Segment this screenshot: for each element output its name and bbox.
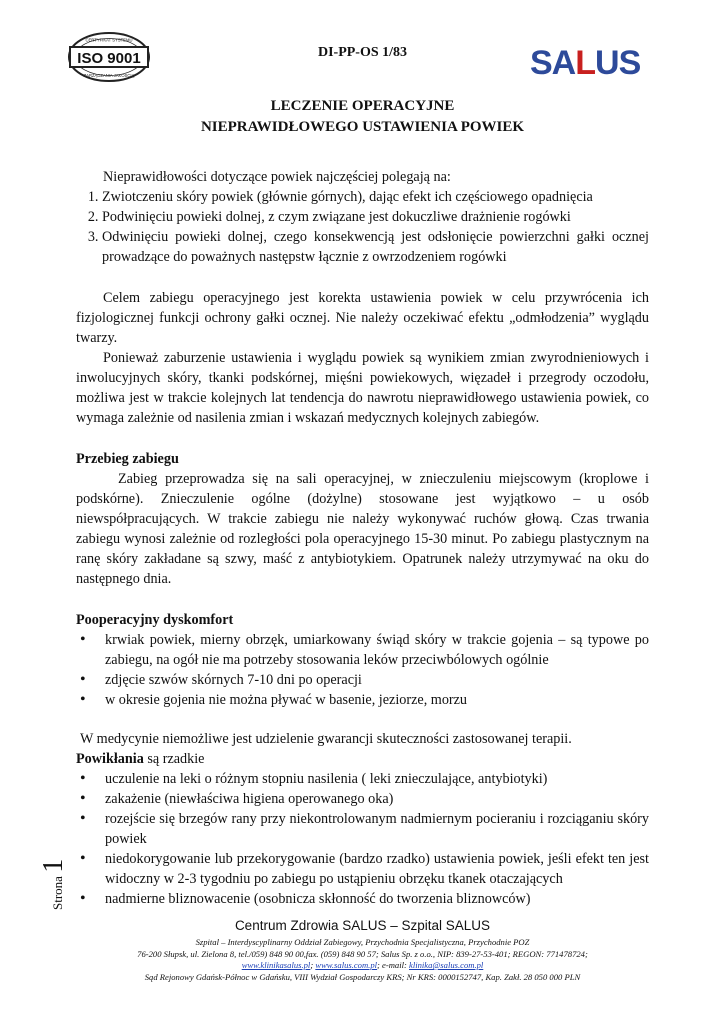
footer-link-klinikasalus[interactable]: www.klinikasalus.pl: [241, 960, 311, 970]
procedure-text: Zabieg przeprowadza się na sali operacyjnej, w znieczuleniu miejscowym (kroplowe i podskórne). Znieczulenie ogólne (dożylne) stosowane jest wyjątkowo – u osób niewspółpracujących. W trakcie zabiegu nie należy wykonywać ruchów głową. Czas trwania zabiegu wynosi zależnie od rozległości pola operacyjnego 15-30 minut. Po zabiegu plastycznym na ranę skóry zakładane są szwy, maść z antybiotykiem. Opatrunek należy utrzymywać na oku do następnego dnia.: [76, 471, 649, 587]
intro-list-item: 1. Zwiotczeniu skóry powiek (głównie górnych), dając efekt ich częściowego opadnięcia: [102, 187, 649, 207]
intro-list-item: 2. Podwinięciu powieki dolnej, z czym związane jest dokuczliwe drażnienie rogówki: [102, 207, 649, 227]
document-id: DI-PP-OS 1/83: [317, 45, 408, 60]
iso-ring-text-bottom: ZARZĄDZANIA JAKOŚCIĄ: [83, 73, 135, 78]
complication-item: • niedokorygowanie lub przekorygowanie (bardzo rzadko) ustawienia powiek, jeśli efekt ten jest widoczny w 2-3 tygodniu po zabiegu po ustąpieniu obrzęku tkanek otaczających: [105, 849, 649, 889]
footer-sep: ;: [310, 960, 316, 970]
footer-link-salus[interactable]: www.salus.com.pl: [315, 960, 378, 970]
complication-item: • uczulenie na leki o różnym stopniu nasilenia ( leki znieczulające, antybiotyki): [105, 769, 649, 789]
discomfort-heading: Pooperacyjny dyskomfort: [76, 612, 234, 628]
complications-heading: Powikłania: [76, 751, 144, 767]
paragraph-goal: Celem zabiegu operacyjnego jest korekta ustawienia powiek w celu przywrócenia ich fizjologicznej funkcji ochrony gałki ocznej. Nie należy oczekiwać efektu „odmłodzenia” wyglądu twarzy.: [76, 290, 649, 346]
page-marker-label: Strona: [50, 876, 65, 910]
complications-list: [76, 769, 649, 909]
document-title: [0, 96, 725, 138]
title-line-1: LECZENIE OPERACYJNE: [270, 98, 455, 114]
discomfort-item: • zdjęcie szwów skórnych 7-10 dni po operacji: [105, 670, 649, 690]
document-body: [76, 167, 649, 909]
guarantee-text: W medycynie niemożliwe jest udzielenie gwarancji skuteczności zastosowanej terapii.: [80, 731, 572, 747]
intro-list-item: 3. Odwinięciu powieki dolnej, czego konsekwencją jest odsłonięcie powierzchni gałki ocznej prowadzące do poważnych następstw łącznie z owrzodzeniem rogówki: [102, 227, 649, 267]
footer-title: Centrum Zdrowia SALUS – Szpital SALUS: [234, 918, 491, 933]
complication-item: • nadmierne bliznowacenie (osobnicza skłonność do tworzenia bliznowców): [105, 889, 649, 909]
complication-item: • zakażenie (niewłaściwa higiena operowanego oka): [105, 789, 649, 809]
footer-line-1: Szpital – Interdyscyplinarny Oddział Zabiegowy, Przychodnia Specjalistyczna, Przychodnie POZ: [195, 937, 530, 947]
complication-item: • rozejście się brzegów rany przy niekontrolowanym nadmiernym pocieraniu i rozciąganiu skóry powiek: [105, 809, 649, 849]
page-number: 1: [38, 858, 69, 873]
footer-email-label: ; e-mail:: [377, 960, 410, 970]
title-line-2: NIEPRAWIDŁOWEGO USTAWIENIA POWIEK: [200, 119, 525, 135]
footer-line-3: [0, 960, 725, 972]
procedure-heading: Przebieg zabiegu: [76, 451, 179, 467]
logo-part-2: US: [595, 44, 641, 82]
iso-logo-text: ISO 9001: [77, 50, 141, 67]
complications-heading-line: [76, 749, 649, 769]
footer-email-link[interactable]: klinika@salus.com.pl: [409, 960, 484, 970]
salus-logo: [530, 44, 640, 83]
footer-line-4: Sąd Rejonowy Gdańsk-Północ w Gdańsku, VIII Wydział Gospodarczy KRS; Nr KRS: 0000152747, Kap. Zakł. 28 050 000 PLN: [144, 971, 581, 982]
logo-part-1: SA: [530, 44, 576, 82]
paragraph-cause: Ponieważ zaburzenie ustawienia i wyglądu powiek są wynikiem zmian zwyrodnieniowych i inwolucyjnych skóry, tkanki podskórnej, mięśni powiekowych, więzadeł i przegrody oczodołu, możliwa jest w trakcie kolejnych lat tendencja do nawrotu nieprawidłowego ustawienia powiek, co wymaga zależnie od nasilenia zmian i wskazań medycznych kolejnych zabiegów.: [76, 350, 649, 426]
intro-list: [76, 187, 649, 267]
discomfort-item: • krwiak powiek, mierny obrzęk, umiarkowany świąd skóry w trakcie gojenia – są typowe po zabiegu, na ogół nie ma potrzeby stosowania leków przeciwbólowych ogólnie: [105, 630, 649, 670]
logo-accent-letter: L: [575, 44, 596, 82]
complications-heading-suffix: są rzadkie: [143, 751, 205, 767]
footer: [0, 918, 725, 983]
iso-ring-text-top: CERTYFIKAT SYSTEMU: [85, 37, 133, 43]
discomfort-list: [76, 630, 649, 710]
discomfort-item: • w okresie gojenia nie można pływać w basenie, jeziorze, morzu: [105, 690, 649, 710]
page-marker: [12, 858, 92, 910]
intro-lead: Nieprawidłowości dotyczące powiek najczęściej polegają na:: [103, 169, 451, 185]
footer-line-2: 76-200 Słupsk, ul. Zielona 8, tel./059) 848 90 00,fax. (059) 848 90 57; Salus Sp. z o.o., NIP: 839-27-53-401; REGON: 771478724;: [137, 948, 588, 959]
